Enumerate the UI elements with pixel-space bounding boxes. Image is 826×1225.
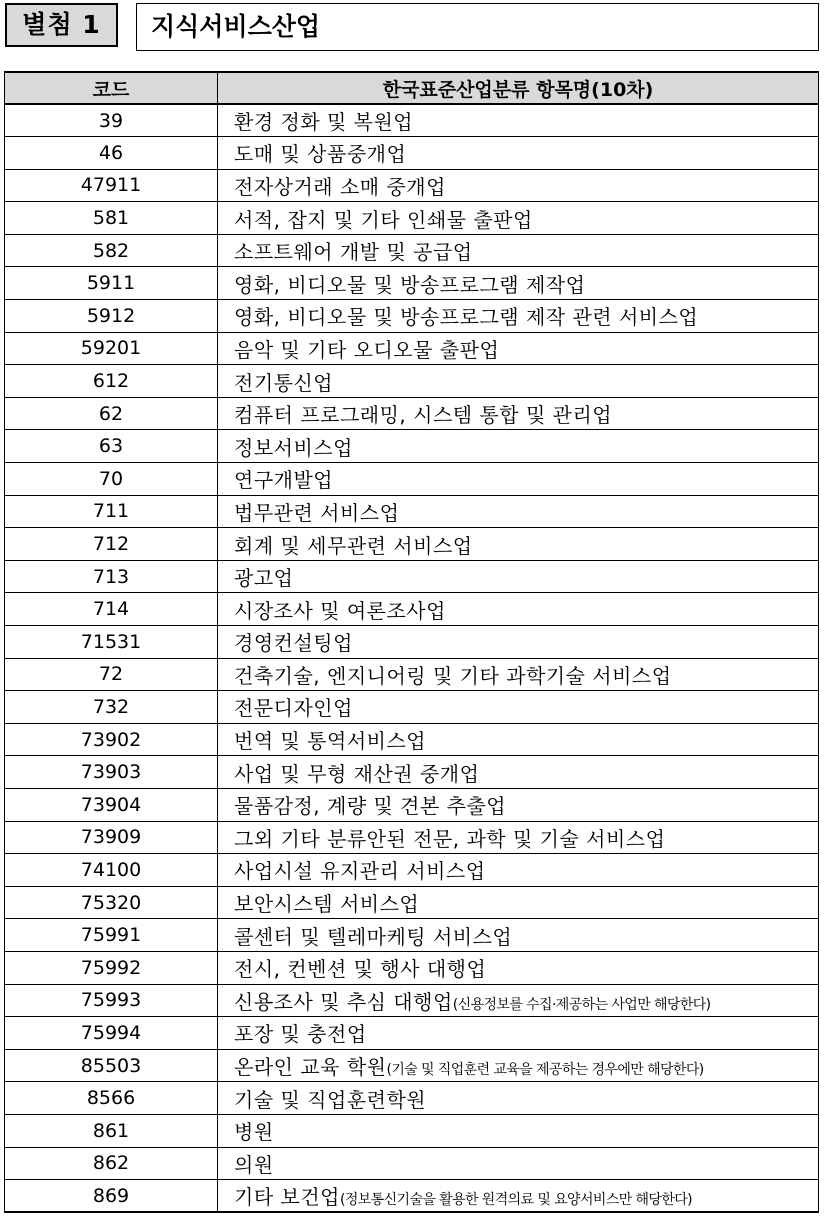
industry-code: 714 bbox=[5, 593, 218, 626]
industry-name-cell bbox=[218, 1180, 819, 1213]
industry-code: 70 bbox=[5, 463, 218, 496]
industry-code: 712 bbox=[5, 528, 218, 561]
table-row bbox=[5, 821, 819, 854]
industry-name: 서적, 잡지 및 기타 인쇄물 출판업 bbox=[234, 207, 533, 232]
industry-name-cell bbox=[218, 626, 819, 659]
industry-code-table bbox=[4, 71, 819, 1213]
industry-code: 85503 bbox=[5, 1049, 218, 1082]
industry-name: 콜센터 및 텔레마케팅 서비스업 bbox=[234, 924, 513, 949]
industry-name-cell bbox=[218, 300, 819, 333]
industry-name-cell bbox=[218, 951, 819, 984]
industry-name: 광고업 bbox=[234, 566, 294, 591]
table-body bbox=[5, 104, 819, 1212]
industry-name: 병원 bbox=[234, 1120, 274, 1145]
attachment-badge: 별첨 1 bbox=[5, 3, 118, 47]
industry-note: (기술 및 직업훈련 교육을 제공하는 경우에만 해당한다) bbox=[386, 1062, 704, 1079]
industry-name: 연구개발업 bbox=[234, 468, 334, 493]
industry-name: 보안시스템 서비스업 bbox=[234, 892, 420, 917]
industry-name-cell bbox=[218, 202, 819, 235]
industry-name: 그외 기타 분류안된 전문, 과학 및 기술 서비스업 bbox=[234, 826, 666, 851]
industry-code: 711 bbox=[5, 495, 218, 528]
table-row bbox=[5, 951, 819, 984]
industry-code: 59201 bbox=[5, 332, 218, 365]
industry-name-cell bbox=[218, 723, 819, 756]
industry-name: 정보서비스업 bbox=[234, 435, 353, 460]
table-row bbox=[5, 300, 819, 333]
industry-code: 732 bbox=[5, 691, 218, 724]
industry-code: 75993 bbox=[5, 984, 218, 1017]
industry-name-cell bbox=[218, 267, 819, 300]
industry-note: (신용정보를 수집·제공하는 사업만 해당한다) bbox=[452, 996, 711, 1013]
column-header-code: 코드 bbox=[5, 72, 218, 104]
industry-name: 경영컨설팅업 bbox=[234, 631, 353, 656]
table-row bbox=[5, 495, 819, 528]
industry-code: 46 bbox=[5, 137, 218, 170]
table-row bbox=[5, 984, 819, 1017]
industry-name: 건축기술, 엔지니어링 및 기타 과학기술 서비스업 bbox=[234, 663, 672, 688]
industry-name: 영화, 비디오물 및 방송프로그램 제작업 bbox=[234, 272, 586, 297]
industry-name-cell bbox=[218, 234, 819, 267]
industry-name-cell bbox=[218, 886, 819, 919]
table-row bbox=[5, 919, 819, 952]
table-row bbox=[5, 267, 819, 300]
table-row bbox=[5, 397, 819, 430]
table-row bbox=[5, 691, 819, 724]
table-row bbox=[5, 463, 819, 496]
industry-name-cell bbox=[218, 788, 819, 821]
industry-code: 73904 bbox=[5, 788, 218, 821]
industry-name: 사업시설 유지관리 서비스업 bbox=[234, 859, 486, 884]
industry-name: 전기통신업 bbox=[234, 370, 334, 395]
table-row bbox=[5, 1049, 819, 1082]
industry-code: 71531 bbox=[5, 626, 218, 659]
industry-name-cell bbox=[218, 397, 819, 430]
industry-name-cell bbox=[218, 430, 819, 463]
industry-name: 포장 및 충전업 bbox=[234, 1022, 367, 1047]
table-row bbox=[5, 626, 819, 659]
industry-name: 온라인 교육 학원 bbox=[234, 1055, 387, 1080]
industry-note: (정보통신기술을 활용한 원격의료 및 요양서비스만 해당한다) bbox=[339, 1192, 693, 1209]
table-row bbox=[5, 756, 819, 789]
industry-code: 581 bbox=[5, 202, 218, 235]
industry-name: 전시, 컨벤션 및 행사 대행업 bbox=[234, 957, 487, 982]
industry-code: 5912 bbox=[5, 300, 218, 333]
industry-name-cell bbox=[218, 560, 819, 593]
industry-name: 시장조사 및 여론조사업 bbox=[234, 598, 446, 623]
industry-code: 75991 bbox=[5, 919, 218, 952]
industry-name-cell bbox=[218, 658, 819, 691]
industry-name: 환경 정화 및 복원업 bbox=[234, 110, 414, 135]
industry-code: 8566 bbox=[5, 1082, 218, 1115]
industry-name: 사업 및 무형 재산권 중개업 bbox=[234, 761, 480, 786]
industry-name-cell bbox=[218, 1017, 819, 1050]
industry-name: 의원 bbox=[234, 1152, 274, 1177]
table-row bbox=[5, 332, 819, 365]
industry-name-cell bbox=[218, 1082, 819, 1115]
table-row bbox=[5, 234, 819, 267]
industry-name: 법무관련 서비스업 bbox=[234, 500, 400, 525]
table-row bbox=[5, 1180, 819, 1213]
industry-code: 582 bbox=[5, 234, 218, 267]
industry-name: 신용조사 및 추심 대행업 bbox=[234, 989, 453, 1014]
table-row bbox=[5, 886, 819, 919]
table-row bbox=[5, 169, 819, 202]
table-row bbox=[5, 560, 819, 593]
table-row bbox=[5, 1147, 819, 1180]
column-header-name: 한국표준산업분류 항목명(10차) bbox=[218, 72, 819, 104]
table-row bbox=[5, 1017, 819, 1050]
table-row bbox=[5, 1114, 819, 1147]
industry-name-cell bbox=[218, 137, 819, 170]
industry-name: 도매 및 상품중개업 bbox=[234, 142, 407, 167]
industry-name: 영화, 비디오물 및 방송프로그램 제작 관련 서비스업 bbox=[234, 305, 699, 330]
industry-name-cell bbox=[218, 104, 819, 137]
industry-code: 713 bbox=[5, 560, 218, 593]
industry-code: 63 bbox=[5, 430, 218, 463]
industry-code: 75994 bbox=[5, 1017, 218, 1050]
industry-name: 물품감정, 계량 및 견본 추출업 bbox=[234, 794, 507, 819]
industry-name-cell bbox=[218, 528, 819, 561]
table-row bbox=[5, 365, 819, 398]
industry-name: 전자상거래 소매 중개업 bbox=[234, 174, 446, 199]
industry-name-cell bbox=[218, 691, 819, 724]
industry-code: 74100 bbox=[5, 854, 218, 887]
industry-name-cell bbox=[218, 756, 819, 789]
industry-name: 컴퓨터 프로그래밍, 시스템 통합 및 관리업 bbox=[234, 403, 613, 428]
industry-code: 75320 bbox=[5, 886, 218, 919]
document-header bbox=[5, 3, 819, 51]
industry-name: 전문디자인업 bbox=[234, 696, 353, 721]
page-title: 지식서비스산업 bbox=[136, 3, 819, 51]
table-row bbox=[5, 528, 819, 561]
industry-code: 75992 bbox=[5, 951, 218, 984]
industry-name-cell bbox=[218, 463, 819, 496]
industry-code: 73909 bbox=[5, 821, 218, 854]
industry-code: 73902 bbox=[5, 723, 218, 756]
table-row bbox=[5, 137, 819, 170]
table-row bbox=[5, 723, 819, 756]
industry-name: 소프트웨어 개발 및 공급업 bbox=[234, 240, 473, 265]
industry-name-cell bbox=[218, 495, 819, 528]
table-row bbox=[5, 593, 819, 626]
industry-name: 회계 및 세무관련 서비스업 bbox=[234, 533, 473, 558]
industry-name-cell bbox=[218, 365, 819, 398]
industry-name-cell bbox=[218, 1114, 819, 1147]
industry-name: 번역 및 통역서비스업 bbox=[234, 729, 427, 754]
table-row bbox=[5, 202, 819, 235]
industry-name-cell bbox=[218, 919, 819, 952]
industry-name-cell bbox=[218, 984, 819, 1017]
industry-code: 612 bbox=[5, 365, 218, 398]
industry-name-cell bbox=[218, 593, 819, 626]
industry-name: 음악 및 기타 오디오물 출판업 bbox=[234, 337, 500, 362]
industry-name: 기술 및 직업훈련학원 bbox=[234, 1087, 427, 1112]
table-header-row bbox=[5, 72, 819, 104]
industry-code: 861 bbox=[5, 1114, 218, 1147]
table-row bbox=[5, 430, 819, 463]
industry-name-cell bbox=[218, 854, 819, 887]
industry-code: 5911 bbox=[5, 267, 218, 300]
industry-code: 39 bbox=[5, 104, 218, 137]
industry-name-cell bbox=[218, 169, 819, 202]
industry-name-cell bbox=[218, 332, 819, 365]
industry-name-cell bbox=[218, 1049, 819, 1082]
table-row bbox=[5, 104, 819, 137]
table-row bbox=[5, 788, 819, 821]
industry-code: 73903 bbox=[5, 756, 218, 789]
industry-code: 62 bbox=[5, 397, 218, 430]
industry-code: 72 bbox=[5, 658, 218, 691]
industry-code: 862 bbox=[5, 1147, 218, 1180]
table-row bbox=[5, 1082, 819, 1115]
industry-name: 기타 보건업 bbox=[234, 1185, 340, 1210]
industry-name-cell bbox=[218, 821, 819, 854]
industry-code: 869 bbox=[5, 1180, 218, 1213]
table-row bbox=[5, 854, 819, 887]
industry-code: 47911 bbox=[5, 169, 218, 202]
table-row bbox=[5, 658, 819, 691]
industry-name-cell bbox=[218, 1147, 819, 1180]
